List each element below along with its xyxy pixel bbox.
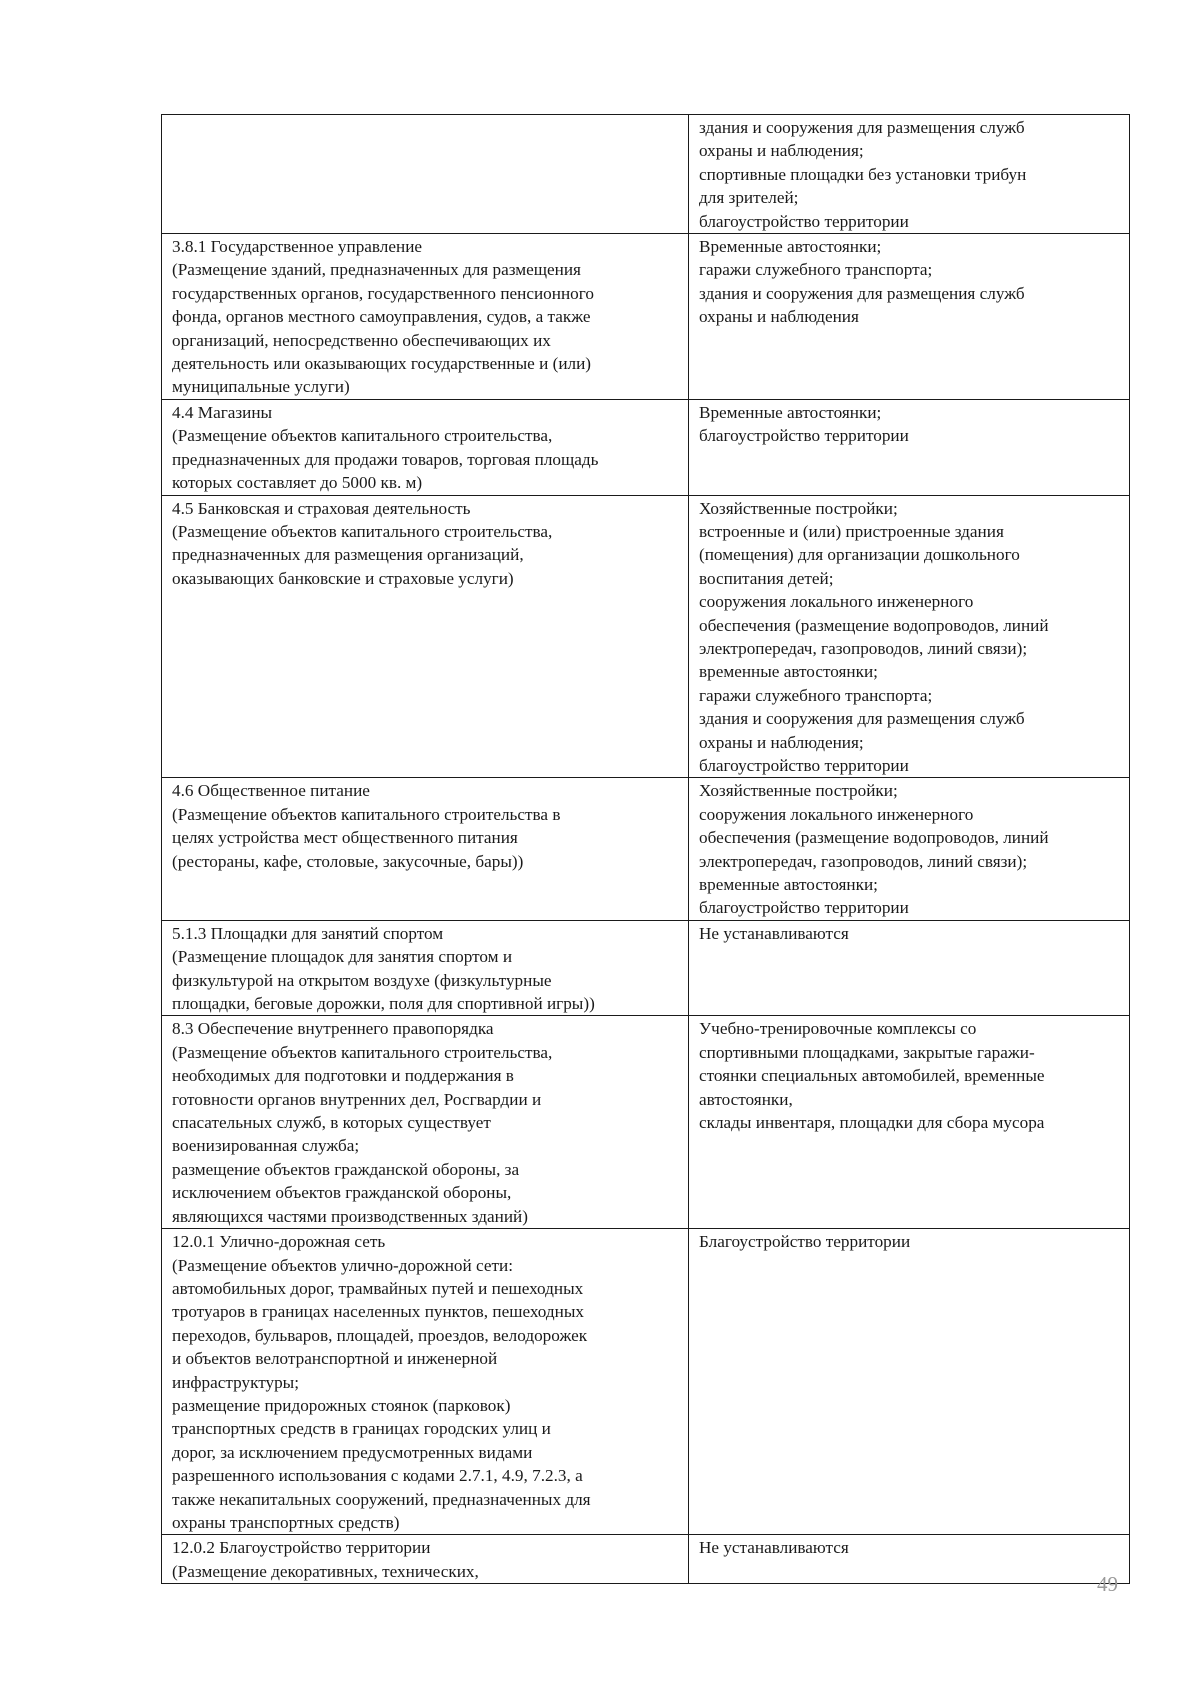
- cell-text-line: 8.3 Обеспечение внутреннего правопорядка: [172, 1019, 494, 1039]
- table-row: [162, 234, 1130, 400]
- cell-text-line: благоустройство территории: [699, 898, 909, 918]
- cell-text-line: Хозяйственные постройки;: [699, 781, 898, 801]
- cell-text-line: спасательных служб, в которых существует: [172, 1113, 491, 1133]
- table-row: [162, 1016, 1130, 1229]
- table-body: [162, 115, 1130, 1584]
- cell-text-line: автостоянки,: [699, 1089, 793, 1109]
- table-row: [162, 115, 1130, 234]
- cell-text-line: (Размещение объектов капитального строительства,: [172, 1042, 553, 1062]
- cell-text-line: физкультурой на открытом воздухе (физкультурные: [172, 970, 552, 990]
- cell-text-line: охраны и наблюдения;: [699, 732, 864, 752]
- cell-text-line: 4.6 Общественное питание: [172, 781, 370, 801]
- cell-text-line: (Размещение объектов капитального строительства,: [172, 426, 553, 446]
- cell-text-line: гаражи служебного транспорта;: [699, 260, 933, 280]
- cell-text-line: исключением объектов гражданской обороны,: [172, 1183, 512, 1203]
- cell-text-line: сооружения локального инженерного: [699, 592, 974, 612]
- cell-auxiliary-use: [689, 1229, 1130, 1535]
- cell-text-line: разрешенного использования с кодами 2.7.1, 4.9, 7.2.3, а: [172, 1466, 583, 1486]
- cell-text-line: обеспечения (размещение водопроводов, линий: [699, 615, 1049, 635]
- cell-auxiliary-use: [689, 115, 1130, 234]
- cell-auxiliary-use: [689, 399, 1130, 495]
- cell-text-line: (Размещение объектов капитального строительства,: [172, 521, 553, 541]
- cell-text-line: здания и сооружения для размещения служб: [699, 709, 1025, 729]
- cell-text-line: благоустройство территории: [699, 426, 909, 446]
- cell-text-line: благоустройство территории: [699, 211, 909, 231]
- cell-text-line: электропередач, газопроводов, линий связи);: [699, 638, 1028, 658]
- cell-text-line: электропередач, газопроводов, линий связи);: [699, 851, 1028, 871]
- cell-text-line: встроенные и (или) пристроенные здания: [699, 521, 1004, 541]
- cell-text-line: 4.5 Банковская и страховая деятельность: [172, 498, 471, 518]
- cell-text-line: гаражи служебного транспорта;: [699, 685, 933, 705]
- table-row: [162, 920, 1130, 1016]
- cell-land-use-type: [162, 1535, 689, 1584]
- cell-auxiliary-use: [689, 234, 1130, 400]
- cell-text-line: спортивные площадки без установки трибун: [699, 164, 1027, 184]
- cell-text-line: переходов, бульваров, площадей, проездов, велодорожек: [172, 1325, 588, 1345]
- cell-land-use-type: [162, 920, 689, 1016]
- cell-text-line: также некапитальных сооружений, предназначенных для: [172, 1489, 591, 1509]
- cell-text-line: 3.8.1 Государственное управление: [172, 237, 423, 257]
- table-row: [162, 1229, 1130, 1535]
- cell-text-line: предназначенных для продажи товаров, торговая площадь: [172, 449, 599, 469]
- page-number: 49: [1097, 1572, 1118, 1596]
- cell-land-use-type: [162, 1229, 689, 1535]
- cell-text-line: размещение придорожных стоянок (парковок): [172, 1395, 511, 1415]
- cell-text-line: военизированная служба;: [172, 1136, 360, 1156]
- cell-text-line: площадки, беговые дорожки, поля для спортивной игры)): [172, 994, 595, 1014]
- cell-text-line: обеспечения (размещение водопроводов, линий: [699, 828, 1049, 848]
- cell-text-line: (рестораны, кафе, столовые, закусочные, бары)): [172, 851, 524, 871]
- cell-land-use-type: [162, 495, 689, 778]
- cell-auxiliary-use: [689, 920, 1130, 1016]
- cell-text-line: охраны и наблюдения: [699, 307, 859, 327]
- cell-land-use-type: [162, 778, 689, 920]
- cell-text-line: (Размещение объектов улично-дорожной сети:: [172, 1255, 513, 1275]
- cell-text-line: 5.1.3 Площадки для занятий спортом: [172, 923, 444, 943]
- table-row: [162, 1535, 1130, 1584]
- cell-text-line: воспитания детей;: [699, 568, 834, 588]
- cell-text-line: здания и сооружения для размещения служб: [699, 283, 1025, 303]
- cell-text-line: временные автостоянки;: [699, 875, 878, 894]
- cell-text-line: фонда, органов местного самоуправления, судов, а также: [172, 307, 591, 327]
- cell-text-line: 12.0.1 Улично-дорожная сеть: [172, 1232, 386, 1252]
- cell-text-line: охраны и наблюдения;: [699, 141, 864, 161]
- cell-land-use-type: [162, 234, 689, 400]
- cell-text-line: сооружения локального инженерного: [699, 804, 974, 824]
- cell-text-line: являющихся частями производственных зданий): [172, 1206, 528, 1226]
- cell-text-line: автомобильных дорог, трамвайных путей и пешеходных: [172, 1278, 584, 1298]
- cell-text-line: предназначенных для размещения организаций,: [172, 545, 524, 565]
- cell-text-line: благоустройство территории: [699, 755, 909, 775]
- cell-text-line: Временные автостоянки;: [699, 237, 882, 257]
- cell-auxiliary-use: [689, 778, 1130, 920]
- cell-text-line: дорог, за исключением предусмотренных видами: [172, 1442, 533, 1462]
- cell-auxiliary-use: [689, 1535, 1130, 1584]
- cell-text-line: охраны транспортных средств): [172, 1512, 400, 1532]
- cell-auxiliary-use: [689, 1016, 1130, 1229]
- land-use-table: [161, 114, 1130, 1584]
- cell-text-line: здания и сооружения для размещения служб: [699, 118, 1025, 137]
- cell-text-line: оказывающих банковские и страховые услуги): [172, 568, 514, 588]
- cell-text-line: транспортных средств в границах городских улиц и: [172, 1419, 551, 1439]
- cell-text-line: готовности органов внутренних дел, Росгвардии и: [172, 1089, 542, 1109]
- cell-text-line: инфраструктуры;: [172, 1372, 299, 1392]
- cell-text-line: Учебно-тренировочные комплексы со: [699, 1019, 977, 1039]
- cell-text-line: (помещения) для организации дошкольного: [699, 545, 1020, 565]
- cell-text-line: 12.0.2 Благоустройство территории: [172, 1538, 431, 1558]
- cell-text-line: временные автостоянки;: [699, 662, 878, 682]
- cell-text-line: Не устанавливаются: [699, 923, 849, 943]
- cell-auxiliary-use: [689, 495, 1130, 778]
- cell-text-line: размещение объектов гражданской обороны, за: [172, 1159, 520, 1179]
- cell-text-line: (Размещение объектов капитального строительства в: [172, 804, 561, 824]
- table-row: [162, 399, 1130, 495]
- cell-land-use-type: [162, 1016, 689, 1229]
- table-row: [162, 778, 1130, 920]
- cell-text-line: необходимых для подготовки и поддержания в: [172, 1066, 514, 1086]
- cell-text-line: Благоустройство территории: [699, 1232, 911, 1252]
- cell-text-line: государственных органов, государственного пенсионного: [172, 283, 594, 303]
- cell-text-line: муниципальные услуги): [172, 377, 350, 397]
- cell-text-line: (Размещение декоративных, технических,: [172, 1561, 479, 1581]
- cell-land-use-type: [162, 399, 689, 495]
- table-row: [162, 495, 1130, 778]
- cell-text-line: целях устройства мест общественного питания: [172, 828, 518, 848]
- cell-text-line: тротуаров в границах населенных пунктов, пешеходных: [172, 1302, 584, 1322]
- cell-text-line: Хозяйственные постройки;: [699, 498, 898, 518]
- cell-text-line: деятельность или оказывающих государственные и (или): [172, 354, 592, 374]
- cell-text-line: и объектов велотранспортной и инженерной: [172, 1349, 498, 1369]
- cell-land-use-type: [162, 115, 689, 234]
- cell-text-line: спортивными площадками, закрытые гаражи-: [699, 1042, 1035, 1062]
- cell-text-line: 4.4 Магазины: [172, 402, 273, 422]
- cell-text-line: Не устанавливаются: [699, 1538, 849, 1558]
- cell-text-line: организаций, непосредственно обеспечивающих их: [172, 330, 551, 350]
- cell-text-line: (Размещение площадок для занятия спортом и: [172, 947, 513, 967]
- cell-text-line: стоянки специальных автомобилей, временные: [699, 1066, 1045, 1086]
- cell-text-line: Временные автостоянки;: [699, 402, 882, 422]
- cell-text-line: склады инвентаря, площадки для сбора мусора: [699, 1113, 1045, 1133]
- cell-text-line: для зрителей;: [699, 188, 799, 208]
- cell-text-line: которых составляет до 5000 кв. м): [172, 473, 423, 493]
- cell-text-line: (Размещение зданий, предназначенных для размещения: [172, 260, 581, 280]
